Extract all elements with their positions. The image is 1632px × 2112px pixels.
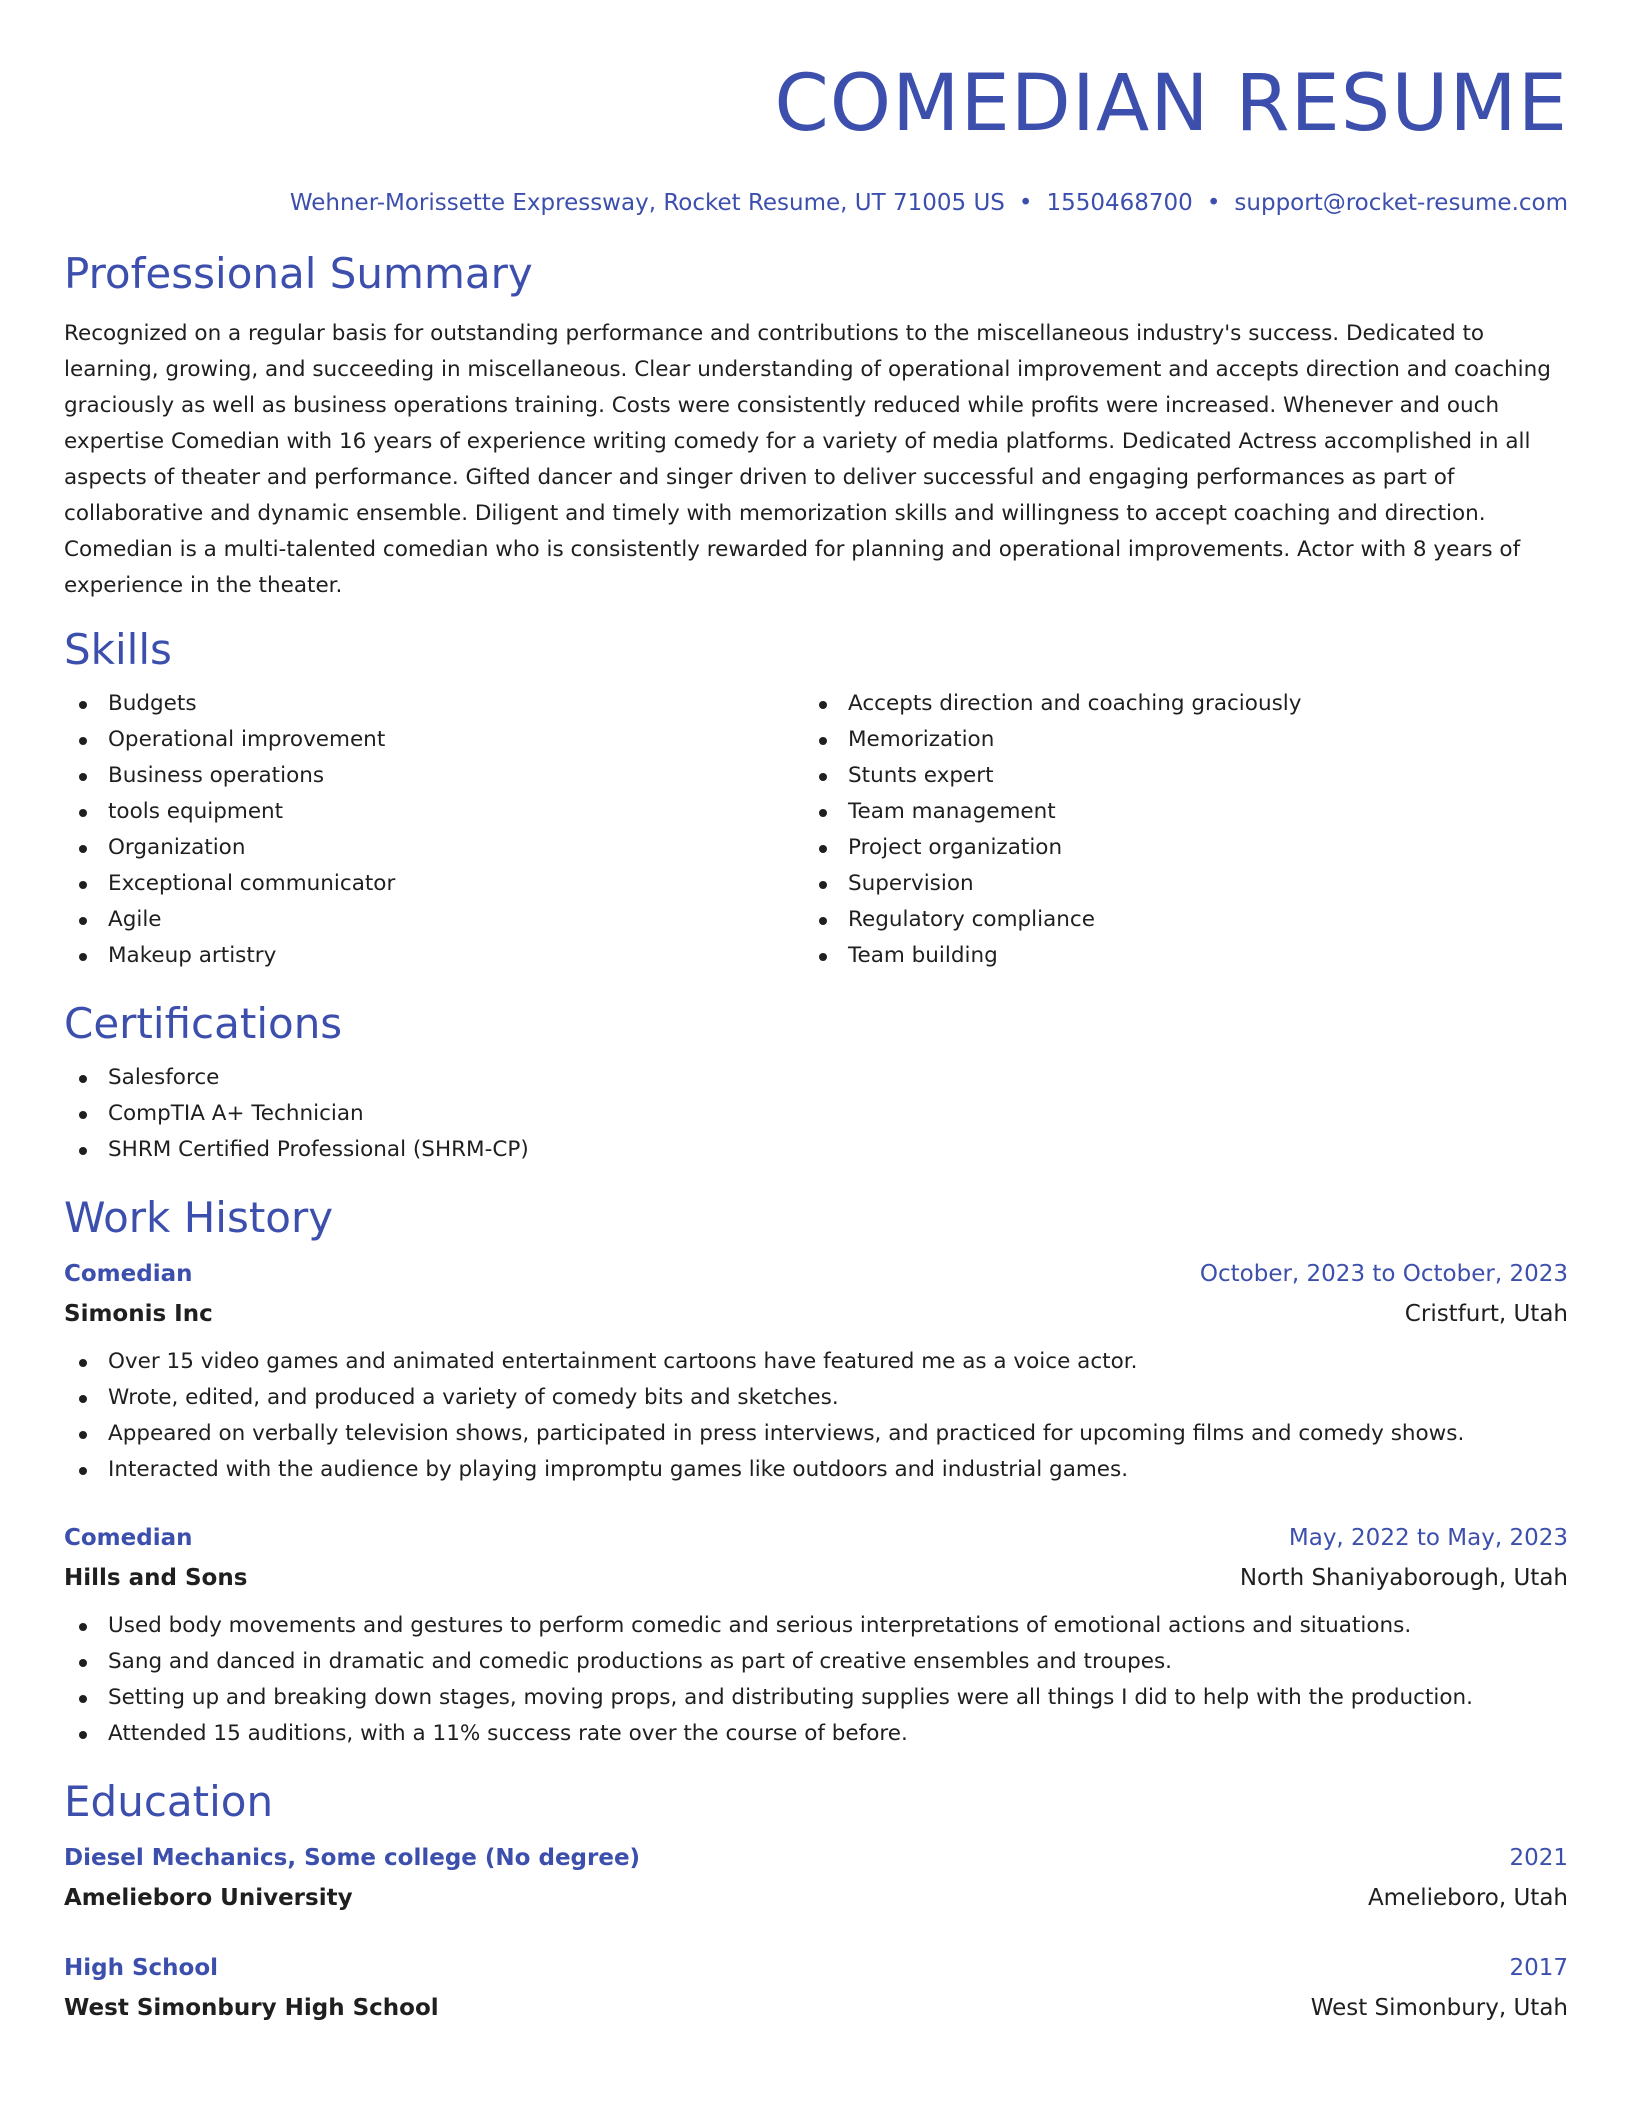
degree-name: High School (64, 1955, 219, 1981)
contact-email[interactable]: support@rocket-resume.com (1234, 190, 1568, 216)
job-location: Cristfurt, Utah (1404, 1301, 1568, 1327)
contact-phone: 1550468700 (1046, 190, 1193, 216)
job-duty: Sang and danced in dramatic and comedic productions as part of creative ensembles and troupes. (64, 1644, 1568, 1680)
job-dates: May, 2022 to May, 2023 (1288, 1525, 1568, 1551)
job-duty: Over 15 video games and animated entertainment cartoons have featured me as a voice actor. (64, 1344, 1568, 1380)
certification-item: Salesforce (64, 1060, 1568, 1096)
certification-item: CompTIA A+ Technician (64, 1096, 1568, 1132)
education-entry (64, 1838, 1568, 1918)
section-title-education: Education (64, 1777, 274, 1826)
skills-list-left (64, 686, 804, 974)
education-entry-subheader (64, 1988, 1568, 2028)
graduation-year: 2021 (1509, 1845, 1568, 1871)
skill-item: Organization (64, 830, 804, 866)
section-title-work-history: Work History (64, 1193, 334, 1242)
contact-address: Wehner-Morissette Expressway, Rocket Resume, UT 71005 US (289, 190, 1005, 216)
job-duties-list (64, 1344, 1568, 1488)
contact-line (64, 188, 1568, 218)
education-entry-subheader (64, 1878, 1568, 1918)
job-title: Comedian (64, 1525, 193, 1551)
skill-item: Exceptional communicator (64, 866, 804, 902)
job-duty: Used body movements and gestures to perform comedic and serious interpretations of emotional actions and situations. (64, 1608, 1568, 1644)
work-entry-subheader (64, 1558, 1568, 1598)
job-duties-list (64, 1608, 1568, 1752)
work-entry (64, 1518, 1568, 1752)
graduation-year: 2017 (1509, 1955, 1568, 1981)
skill-item: Operational improvement (64, 722, 804, 758)
summary-text: Recognized on a regular basis for outstanding performance and contributions to the miscellaneous industry's success. Dedicated to learning, growing, and succeeding in miscellaneous. Clear understanding of operational improvement and accepts direction and coaching graciously as well as business operations training. Costs were consistently reduced while profits were increased. Whenever and ouch expertise Comedian with 16 years of experience writing comedy for a variety of media platforms. Dedicated Actress accomplished in all aspects of theater and performance. Gifted dancer and singer driven to deliver successful and engaging performances as part of collaborative and dynamic ensemble. Diligent and timely with memorization skills and willingness to accept coaching and direction. Comedian is a multi-talented comedian who is consistently rewarded for planning and operational improvements. Actor with 8 years of experience in the theater. (64, 321, 1551, 598)
job-duty: Wrote, edited, and produced a variety of comedy bits and sketches. (64, 1380, 1568, 1416)
school-name: Amelieboro University (64, 1885, 353, 1911)
skill-item: Stunts expert (804, 758, 1544, 794)
contact-separator: • (1018, 190, 1033, 216)
school-location: Amelieboro, Utah (1367, 1885, 1568, 1911)
skill-item: Team management (804, 794, 1544, 830)
contact-separator: • (1206, 190, 1221, 216)
skills-list-right (804, 686, 1544, 974)
education-entry-header (64, 1948, 1568, 1988)
work-entry (64, 1254, 1568, 1488)
job-duty: Attended 15 auditions, with a 11% success rate over the course of before. (64, 1716, 1568, 1752)
skill-item: Project organization (804, 830, 1544, 866)
job-duty: Appeared on verbally television shows, participated in press interviews, and practiced for upcoming films and comedy shows. (64, 1416, 1568, 1452)
section-title-certifications: Certifications (64, 999, 343, 1048)
skill-item: Accepts direction and coaching graciously (804, 686, 1544, 722)
school-name: West Simonbury High School (64, 1995, 439, 2021)
company-name: Simonis Inc (64, 1301, 213, 1327)
job-duty: Setting up and breaking down stages, moving props, and distributing supplies were all things I did to help with the production. (64, 1680, 1568, 1716)
education-entry-header (64, 1838, 1568, 1878)
skill-item: Business operations (64, 758, 804, 794)
skill-item: Supervision (804, 866, 1544, 902)
skills-column-right (804, 686, 1544, 974)
skill-item: Budgets (64, 686, 804, 722)
skills-grid (64, 686, 1568, 974)
skill-item: Agile (64, 902, 804, 938)
job-location: North Shaniyaborough, Utah (1239, 1565, 1568, 1591)
certification-item: SHRM Certified Professional (SHRM-CP) (64, 1132, 1568, 1168)
skill-item: Team building (804, 938, 1544, 974)
resume-title: COMEDIAN RESUME (774, 59, 1568, 149)
skill-item: Makeup artistry (64, 938, 804, 974)
work-entry-header (64, 1518, 1568, 1558)
degree-name: Diesel Mechanics, Some college (No degree) (64, 1845, 641, 1871)
skill-item: Memorization (804, 722, 1544, 758)
skills-column-left (64, 686, 804, 974)
work-entry-header (64, 1254, 1568, 1294)
skill-item: Regulatory compliance (804, 902, 1544, 938)
job-duty: Interacted with the audience by playing impromptu games like outdoors and industrial games. (64, 1452, 1568, 1488)
education-entry (64, 1948, 1568, 2028)
section-title-summary: Professional Summary (64, 249, 533, 298)
school-location: West Simonbury, Utah (1310, 1995, 1568, 2021)
job-title: Comedian (64, 1261, 193, 1287)
certifications-list (64, 1060, 1568, 1168)
company-name: Hills and Sons (64, 1565, 248, 1591)
work-entry-subheader (64, 1294, 1568, 1334)
job-dates: October, 2023 to October, 2023 (1199, 1261, 1568, 1287)
skill-item: tools equipment (64, 794, 804, 830)
section-title-skills: Skills (64, 625, 172, 674)
